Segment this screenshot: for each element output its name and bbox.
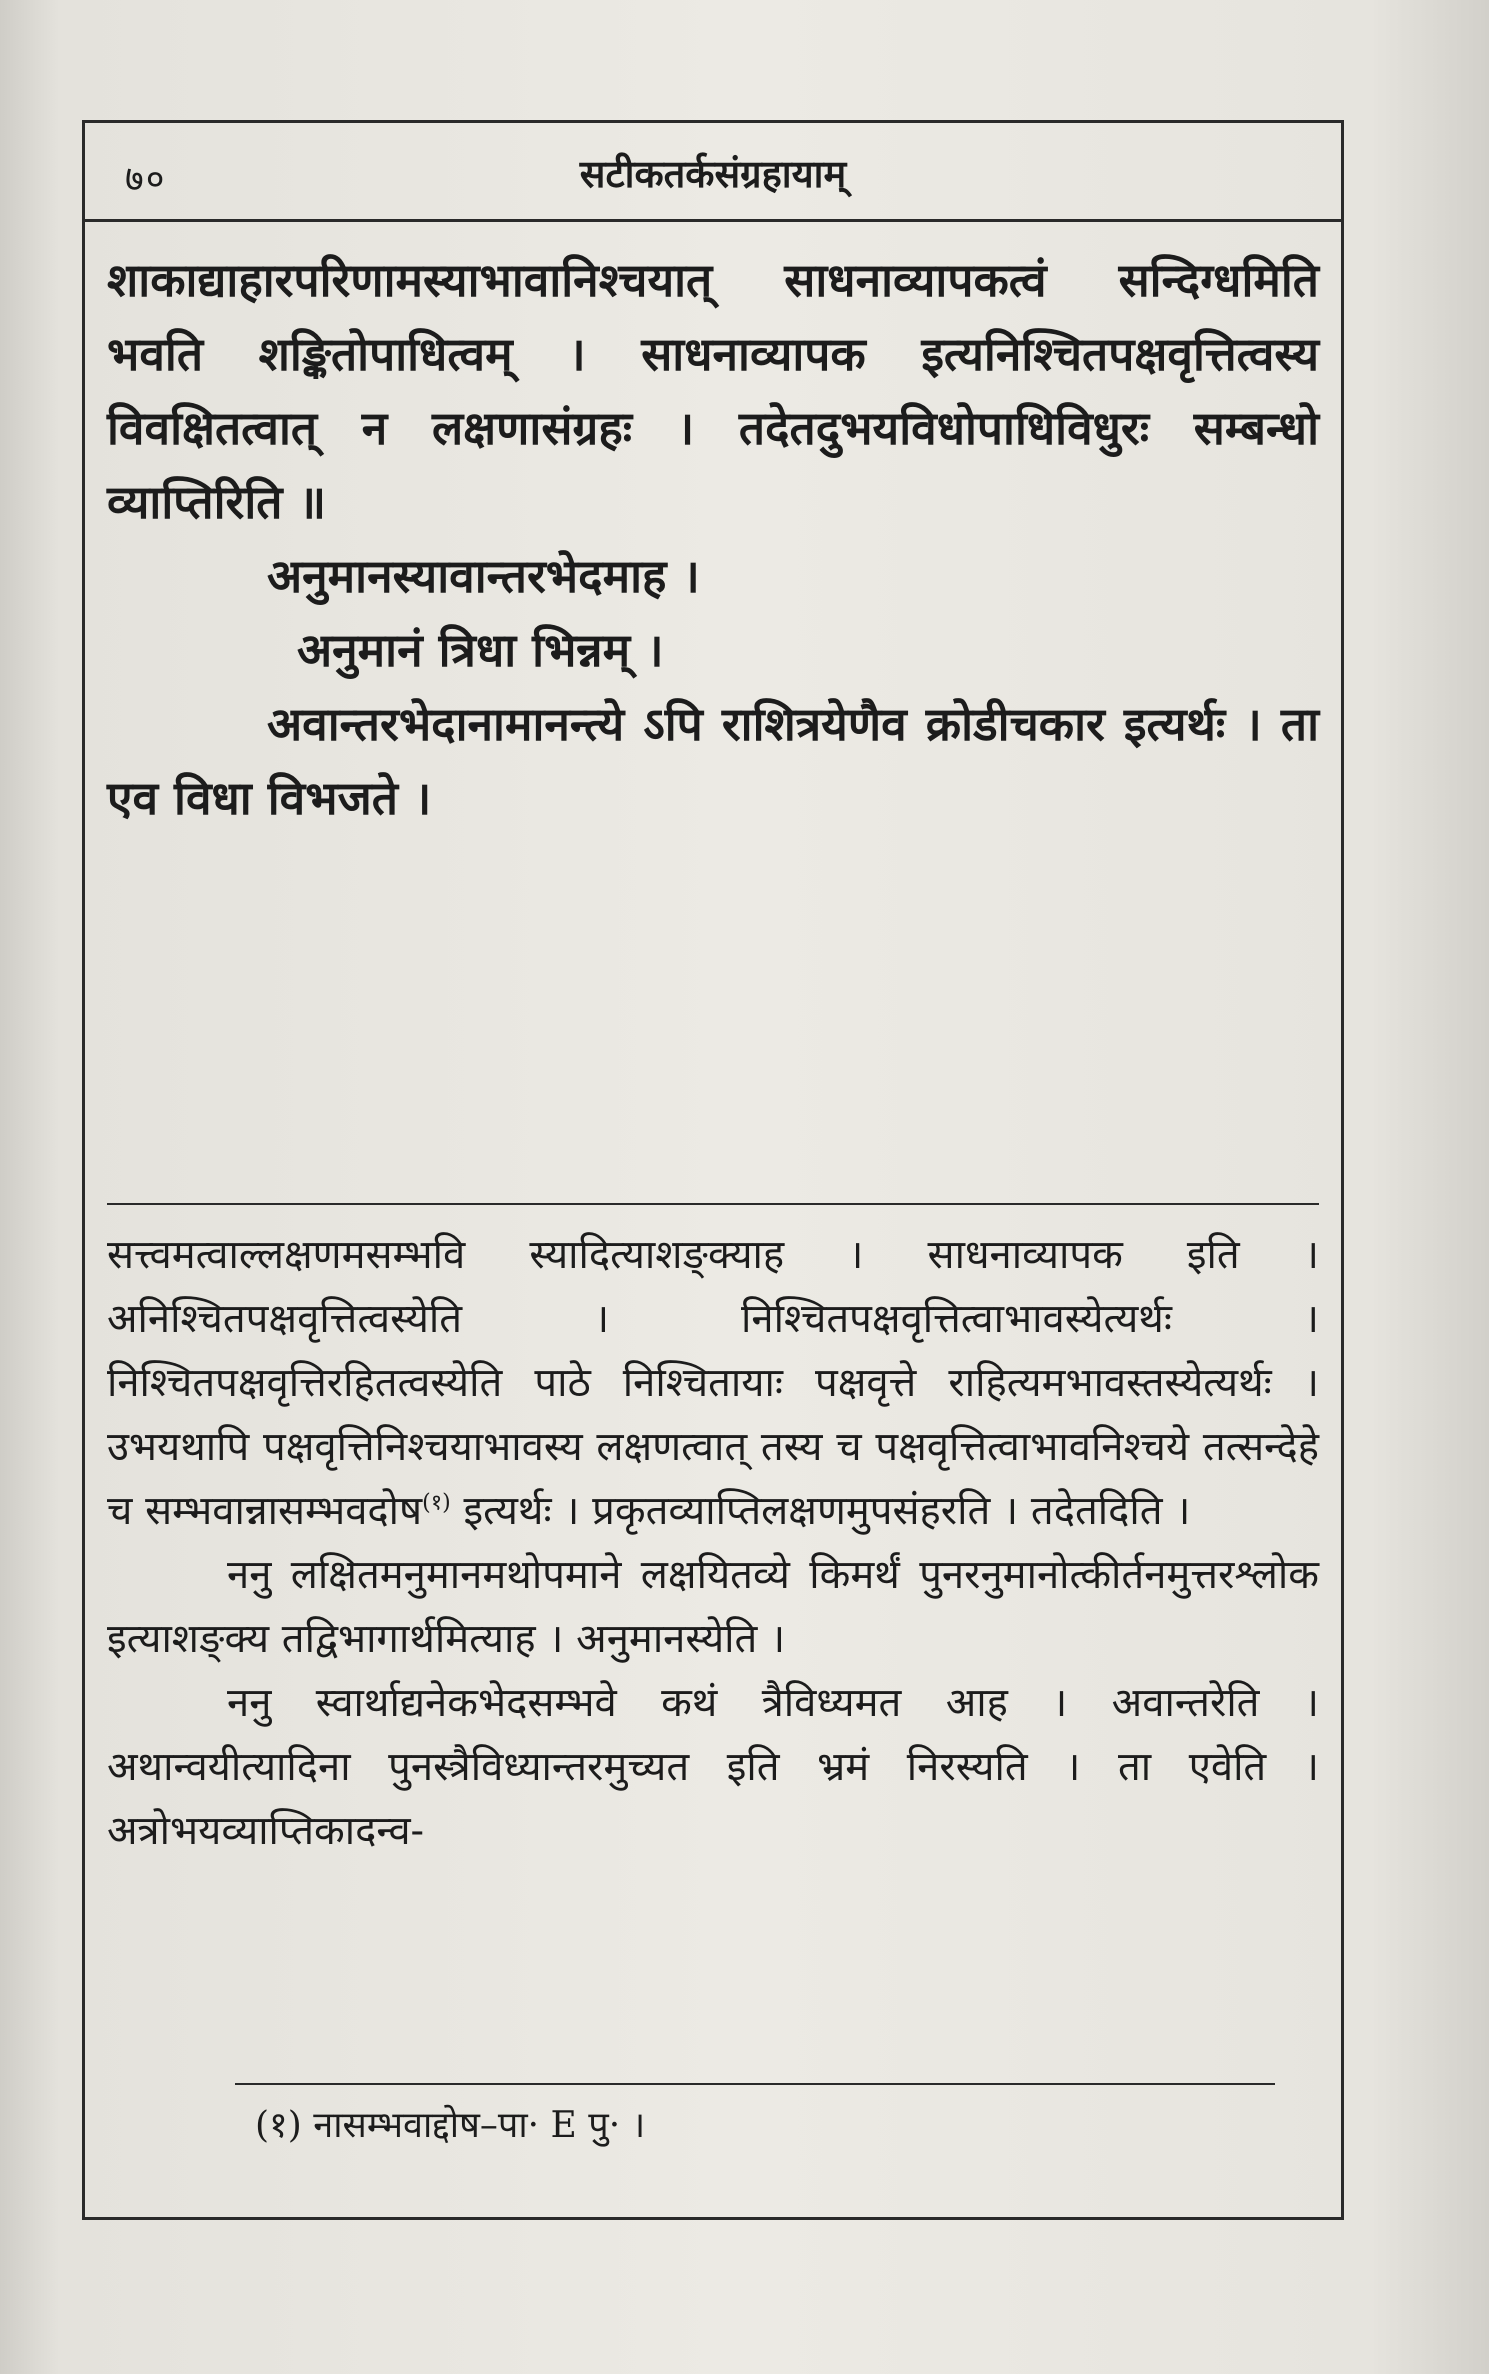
- page-frame: [82, 120, 1344, 2220]
- main-paragraph: अवान्तरभेदानामानन्त्ये ऽपि राशित्रयेणैव क्रोडीचकार इत्यर्थः । ता एव विधा विभजते ।: [107, 697, 1319, 825]
- main-paragraph: शाकाद्याहारपरिणामस्याभावानिश्चयात् साधनाव्यापकत्वं सन्दिग्धमिति भवति शङ्कितोपाधित्वम् । साधनाव्यापक इत्यनिश्चितपक्षवृत्तित्वस्य विवक्षितत्वात् न लक्षणासंग्रहः । तदेतदुभयविधोपाधिविधुरः सम्बन्धो व्याप्तिरिति ॥: [107, 253, 1319, 529]
- commentary-divider: [107, 1203, 1319, 1205]
- main-text: [107, 243, 1319, 835]
- main-paragraph: अनुमानस्यावान्तरभेदमाह ।: [267, 549, 700, 603]
- commentary-paragraph: ननु लक्षितमनुमानमथोपमाने लक्षयितव्ये किमर्थं पुनरनुमानोत्कीर्तनमुत्तरश्लोक इत्याशङ्क्य तद्विभागार्थमित्याह । अनुमानस्येति ।: [107, 1552, 1319, 1662]
- running-title: सटीकतर्कसंग्रहायाम्: [579, 151, 847, 196]
- footnote: (१) नासम्भवाद्दोष–पा· E पु· ।: [255, 2105, 646, 2146]
- verse-line: अनुमानं त्रिधा भिन्नम् ।: [297, 623, 664, 677]
- commentary-paragraph: ननु स्वार्थाद्यनेकभेदसम्भवे कथं त्रैविध्यमत आह । अवान्तरेति । अथान्वयीत्यादिना पुनस्त्रैविध्यान्तरमुच्यत इति भ्रमं निरस्यति । ता एवेति । अत्रोभयव्याप्तिकादन्व-: [107, 1680, 1319, 1854]
- page-header: [85, 123, 1341, 222]
- footnote-reference: (१): [422, 1490, 451, 1516]
- commentary-text: [107, 1223, 1319, 1863]
- footnote-divider: [235, 2083, 1275, 2085]
- commentary-paragraph: [107, 1223, 1319, 1543]
- commentary-segment: इत्यर्थः । प्रकृतव्याप्तिलक्षणमुपसंहरति । तदेतदिति ।: [450, 1488, 1191, 1534]
- commentary-segment: सत्त्वमत्वाल्लक्षणमसम्भवि स्यादित्याशङ्क्याह । साधनाव्यापक इति । अनिश्चितपक्षवृत्तित्वस्येति । निश्चितपक्षवृत्तित्वाभावस्येत्यर्थः । निश्चितपक्षवृत्तिरहितत्वस्येति पाठे निश्चितायाः पक्षवृत्ते राहित्यमभावस्तस्येत्यर्थः । उभयथापि पक्षवृत्तिनिश्चयाभावस्य लक्षणत्वात् तस्य च पक्षवृत्तित्वाभावनिश्चये तत्सन्देहे च सम्भवान्नासम्भवदोष: [107, 1232, 1319, 1534]
- page-number: ७०: [125, 159, 167, 200]
